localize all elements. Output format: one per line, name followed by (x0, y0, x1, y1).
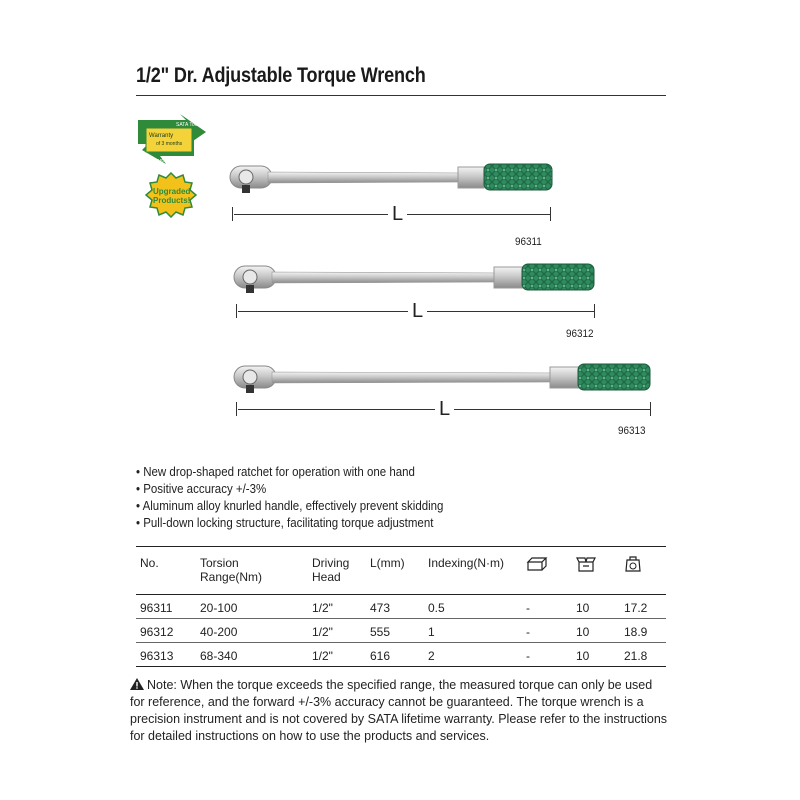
warning-triangle-icon (130, 678, 144, 690)
model-label-96313: 96313 (618, 425, 646, 437)
length-label-96313: L (435, 398, 454, 421)
column-header-length: L(mm) (370, 556, 405, 570)
box-icon (526, 556, 548, 572)
svg-text:of 3 months: of 3 months (156, 141, 183, 147)
column-header-no: No. (140, 556, 159, 570)
model-label-96311: 96311 (515, 236, 542, 248)
feature-list (136, 464, 504, 532)
column-header-weight (620, 547, 666, 595)
column-header-driving-head: Driving Head (312, 556, 350, 584)
svg-text:Products!: Products! (153, 196, 191, 205)
column-header-indexing: Indexing(N·m) (428, 556, 505, 570)
feature-item: • New drop-shaped ratchet for operation with one hand (136, 465, 415, 479)
svg-text:Warranty: Warranty (149, 133, 174, 139)
warning-note (130, 677, 670, 745)
column-header-torsion-range: Torsion Range(Nm) (200, 556, 263, 584)
spec-table (136, 546, 666, 667)
svg-text:SATA Tools: SATA Tools (176, 122, 202, 128)
page-title: 1/2" Dr. Adjustable Torque Wrench (136, 64, 426, 87)
torque-wrench-96312-image (232, 258, 602, 298)
feature-item: • Positive accuracy +/-3% (136, 482, 267, 496)
table-row: 96311 20-100 1/2" 473 0.5 - 10 17.2 (136, 595, 666, 619)
carton-icon (576, 556, 596, 572)
feature-item: • Pull-down locking structure, facilitating torque adjustment (136, 516, 434, 530)
title-divider (136, 95, 666, 96)
length-label-96311: L (388, 203, 407, 226)
length-label-96312: L (408, 300, 427, 323)
upgraded-products-badge (145, 172, 197, 218)
table-row: 96312 40-200 1/2" 555 1 - 10 18.9 (136, 619, 666, 643)
column-header-box (522, 547, 572, 595)
svg-text:GUARANTEED: GUARANTEED (150, 158, 182, 163)
model-label-96312: 96312 (566, 328, 594, 340)
column-header-carton (572, 547, 620, 595)
torque-wrench-96313-image (232, 358, 657, 398)
table-row: 96313 68-340 1/2" 616 2 - 10 21.8 (136, 643, 666, 667)
warranty-badge (136, 112, 208, 170)
note-text: Note: When the torque exceeds the specified range, the measured torque can only be used for reference, and the forward +/-3% accuracy cannot be guaranteed. The torque wrench is a precision instrument and is not covered by SATA lifetime warranty. Please refer to the instructions for detailed instructions on how to use the products and services. (130, 678, 668, 743)
table-header-row (136, 547, 666, 595)
torque-wrench-96311-image (228, 158, 558, 198)
feature-item: • Aluminum alloy knurled handle, effectively prevent skidding (136, 499, 444, 513)
scale-icon (624, 556, 642, 572)
svg-text:Upgraded: Upgraded (153, 187, 191, 196)
